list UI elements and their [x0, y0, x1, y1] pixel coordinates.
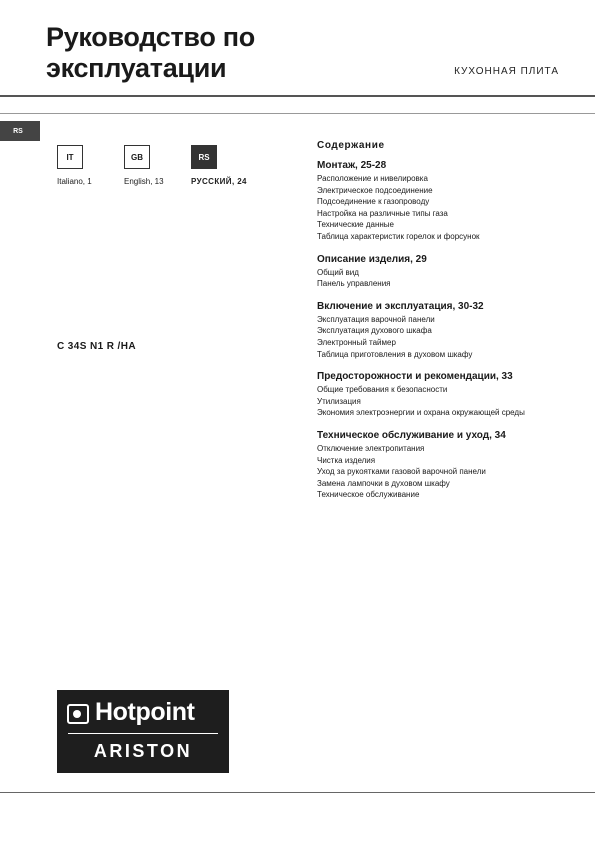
toc-section-description — [317, 254, 562, 290]
toc-item[interactable]: Подсоединение к газопроводу — [317, 197, 430, 207]
language-box-rs[interactable]: RS — [191, 145, 217, 169]
logo-brand-ariston: ARISTON — [93, 741, 193, 761]
page-title — [46, 22, 255, 84]
language-side-tab: RS — [0, 121, 40, 141]
toc-item[interactable]: Панель управления — [317, 279, 391, 289]
toc-item[interactable]: Электрическое подсоединение — [317, 185, 433, 195]
toc-item[interactable]: Электронный таймер — [317, 337, 396, 347]
hotpoint-mark-icon — [67, 704, 89, 724]
toc-item[interactable]: Эксплуатация духового шкафа — [317, 326, 432, 336]
language-label-gb: English, 13 — [124, 177, 164, 186]
toc-item[interactable]: Расположение и нивелировка — [317, 174, 428, 183]
language-label-rs: РУССКИЙ, 24 — [191, 177, 247, 186]
toc-item[interactable]: Таблица приготовления в духовом шкафу — [317, 349, 473, 359]
toc-item[interactable]: Настройка на различные типы газа — [317, 208, 448, 218]
toc-section-operation — [317, 301, 562, 360]
model-number: C 34S N1 R /HA — [57, 341, 136, 352]
toc-item[interactable]: Общие требования к безопасности — [317, 385, 448, 395]
language-label-it: Italiano, 1 — [57, 177, 92, 186]
toc-item[interactable]: Таблица характеристик горелок и форсунок — [317, 231, 480, 241]
language-box-gb[interactable]: GB — [124, 145, 150, 169]
toc-item[interactable]: Экономия электроэнергии и охрана окружающей среды — [317, 408, 525, 418]
hotpoint-ariston-logo — [57, 690, 229, 773]
title-line-1: Руководство по — [46, 22, 255, 52]
title-line-2: эксплуатации — [46, 53, 227, 83]
toc-section-maintenance — [317, 430, 562, 501]
toc-item[interactable]: Утилизация — [317, 396, 361, 406]
toc-item[interactable]: Общий вид — [317, 267, 359, 277]
toc-item[interactable]: Отключение электропитания — [317, 443, 425, 453]
toc-item[interactable]: Техническое обслуживание — [317, 490, 420, 500]
toc-heading[interactable]: Предосторожности и рекомендации, 33 — [317, 371, 513, 383]
toc-item[interactable]: Эксплуатация варочной панели — [317, 314, 435, 324]
logo-divider — [68, 733, 218, 734]
product-type: КУХОННАЯ ПЛИТА — [454, 66, 559, 77]
toc-section-precautions — [317, 371, 562, 419]
language-box-it[interactable]: IT — [57, 145, 83, 169]
toc-heading[interactable]: Включение и эксплуатация, 30-32 — [317, 300, 484, 312]
toc-heading[interactable]: Описание изделия, 29 — [317, 253, 427, 265]
toc-item[interactable]: Чистка изделия — [317, 455, 376, 465]
top-divider-thin — [0, 113, 595, 114]
toc-item[interactable]: Замена лампочки в духовом шкафу — [317, 478, 450, 488]
table-of-contents — [317, 140, 562, 512]
bottom-divider — [0, 792, 595, 793]
toc-section-installation — [317, 160, 562, 243]
top-divider — [0, 95, 595, 97]
toc-title: Содержание — [317, 140, 385, 151]
toc-item[interactable]: Уход за рукоятками газовой варочной панели — [317, 467, 486, 477]
toc-item[interactable]: Технические данные — [317, 220, 395, 230]
toc-heading[interactable]: Монтаж, 25-28 — [317, 160, 387, 171]
toc-heading[interactable]: Техническое обслуживание и уход, 34 — [317, 429, 506, 441]
logo-brand-hotpoint: Hotpoint — [95, 698, 195, 726]
